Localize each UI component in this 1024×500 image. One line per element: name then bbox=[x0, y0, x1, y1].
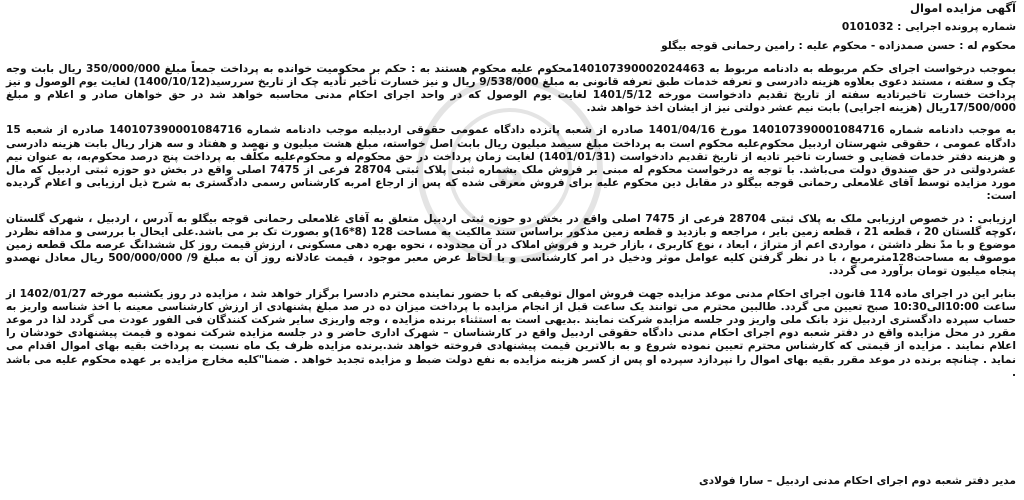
notice-title: آگهی مزایده اموال bbox=[909, 1, 1016, 15]
paragraph-verdict: به موجب دادنامه شماره 140107390001084716 مورخ 1401/04/16 صادره از شعبه پانزده دادگاه عمومی حقوقی اردبیلبه موجب دادنامه شماره 140107390001084716 صادره از شعبه 15 دادگاه عمومی ، حقوقی شهرستان اردبیل محکوم‌علیه محکوم است به پرداخت مبلغ سیصد میلیون ریال بابت اصل خواسته، مبلغ هشت میلیون و نهصد و هفتاد و سه هزار ریال بابت هزینه دادرسی و هزینه دفتر خدمات قضایی و خسارت تاخیر تادیه از تاریخ تقدیم دادخواست (1401/01/31) لغایت زمان پرداخت در حق محکوم‌له و محکوم‌علیه مکلّف به پرداخت پنج درصد محکوم‌به، به عنوان نیم عشردولتی در حق صندوق دولت می‌باشد. با توجه به درخواست محکوم له مبنی بر فروش ملک بشماره ثبتی پلاک ثبتی 28704 فرعی از 7475 اصلی واقع در بخش دو حوزه ثبتی اردبیل که مال مورد مزایده توسط آقای غلامعلی رحمانی قوجه بیگلو در مقابل دین محکوم علیه برای فروش معرفی شده که پس از ارجاع امربه کارشناس رسمی دادگستری به شرح ذیل ارزیابی و اعلام گردیده است: bbox=[6, 124, 1017, 203]
signature-line: مدیر دفتر شعبه دوم اجرای احکام مدنی اردبیل – سارا فولادی bbox=[698, 474, 1016, 487]
svg-text:ه: ه bbox=[495, 141, 525, 197]
file-number: شماره پرونده اجرایی : 0101032 bbox=[841, 21, 1016, 34]
paragraph-valuation: ارزیابی : در خصوص ارزیابی ملک به پلاک ثبتی 28704 فرعی از 7475 اصلی واقع در بخش دو حوزه ثبتی اردبیل متعلق به آقای غلامعلی رحمانی قوجه بیگلو به آدرس ، اردبیل ، شهرک گلستان ،کوچه گلستان 20 ، قطعه 21 ، قطعه زمین بایر ، مراجعه و بازدید و قطعه زمین مذکور براساس سند مالکیت به مساحت 128 (8*16)و بصورت تک بر می باشد.علی ایحال با بررسی و مداقه نظردر موضوع و با مدّ نظر داشتن ، مواردی اعم از متراژ ، ابعاد ، نوع کاربری ، بازار خرید و فروش املاک در آن محدوده ، نحوه بهره دهی مسکونی ، ارزش قیمت روز کل ششدانگ عرصه ملک قطعه زمین موصوف به مساحت128مترمربع ، با در نظر گرفتن کلیه عوامل موثر ودخیل در امر کارشناسی و با لحاظ عرض معبر موجود ، قیمت عادلانه روز آن به مبلغ 9/ 500/000/000 ریال معادل نهصدو پنجاه میلیون تومان برآورد می گردد. bbox=[6, 212, 1017, 278]
parties-line: محکوم له : حسن صمدزاده - محکوم علیه : رامین رحمانی قوجه بیگلو bbox=[661, 40, 1016, 53]
paragraph-auction-terms: بنابر این در اجرای ماده 114 قانون اجرای احکام مدنی موعد مزایده جهت فروش اموال توقیفی که با حضور نماینده محترم دادسرا برگزار خواهد شد ، مزایده در روز یکشنبه مورخه 1402/01/27 از ساعت 10:00الی10:30 صبح تعیین می گردد. طالبین محترم می توانند یک ساعت قبل از انجام مزایده با پرداخت میزان ده در صد مبلغ پشنهادی از ارزش کارشناسی معینه با اخذ شناسه واریز به حساب سپرده دادگستری اردبیل نزد بانک ملی واریز ودر جلسه مزایده شرکت نمایند .بدیهی است به استثناء برنده مزایده ، وجه واریزی سایر شرکت کنندگان فی الفور عودت می گردد لذا در موعد مقرر در محل مزایده واقع در دفتر شعبه دوم اجرای احکام مدنی دادگاه حقوقی اردبیل واقع در کارشناسان – شهرک اداری حاضر و در جلسه مزایده شرکت نموده و قیمت پیشنهادی خودشان را اعلام نمایند . مزایده از قیمتی که کارشناس محترم تعیین نموده شروع و به بالاترین قیمت پیشنهادی فروخته خواهد شد.برنده مزایده ظرف یک ماه نسبت به پرداخت بقیه بهای اموال اقدام می نماید . چنانچه برنده در موعد مقرر بقیه بهای اموال را نپردازد سپرده او پس از کسر هزینه مزایده به نفع دولت ضبط و مزایده تجدید خواهد . ضمنا"کلیه مخارج مزایده بر عهده محکوم علیه می باشد . bbox=[6, 287, 1017, 379]
paragraph-judgment: بموجب درخواست اجرای حکم مربوطه به دادنامه مربوط به 140107390002024463محکوم علیه محکوم هستند به : حکم بر محکومیت خوانده به پرداخت جمعاً مبلغ 350/000/000 ریال بابت وجه چک و سفته ، مستند دعوی بعلاوه هزینه دادرسی و تعرفه خدمات طبق تعرفه قانونی به مبلغ 9/538/000 ریال و نیز خسارت تأخیر تأدیه چک از تاریخ سررسید(1400/10/12) لغایت یوم الوصول و نیز پرداخت خسارت تاخیرتادیه سفته از تاریخ تقدیم دادخواست مورخه 1401/5/12 لغایت یوم الوصول که در واحد اجرای احکام مدنی محاسبه خواهد شد در حق خواهان صادر و اعلام و مبلغ 17/500/000ریال (هزینه اجرایی) بابت نیم عشر دولتی نیز از ایشان اخذ خواهد شد. bbox=[6, 62, 1016, 115]
auction-notice bbox=[6, 2, 1016, 500]
